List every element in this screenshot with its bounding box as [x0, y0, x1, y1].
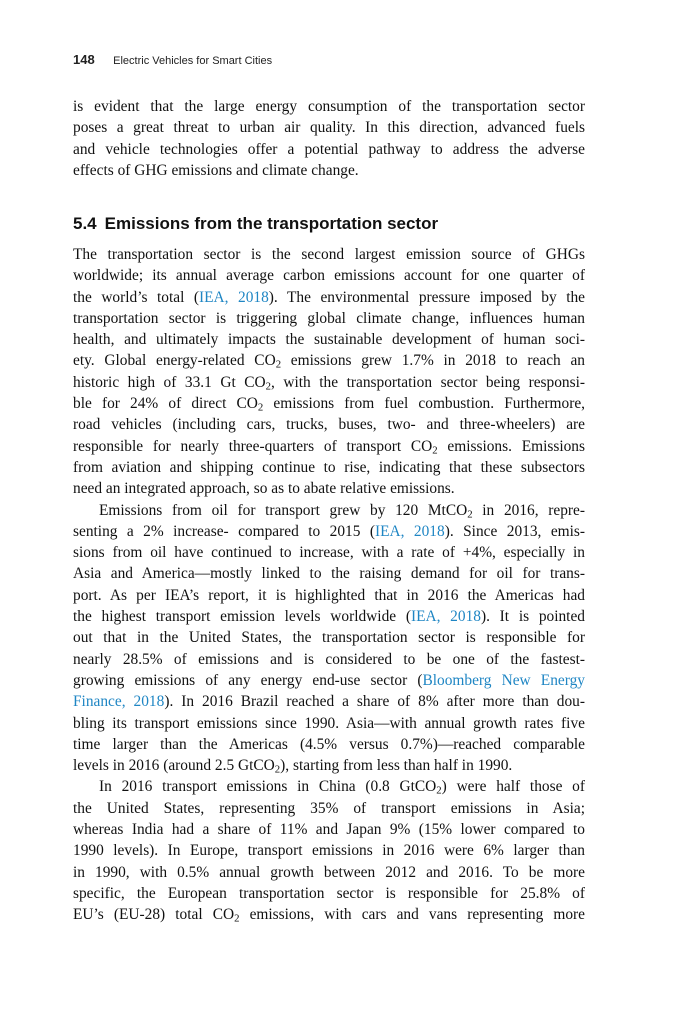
text-line [73, 904, 585, 925]
text-line [73, 819, 585, 840]
text-run: growing emissions of any energy end-use sector ( [73, 671, 423, 689]
text-run: emissions from fuel combustion. Furthermore, [263, 395, 586, 413]
text-line [73, 542, 585, 563]
text-line [73, 862, 585, 883]
subscript: 2 [467, 508, 473, 521]
text-run: the United States, representing 35% of transport emissions in Asia; [73, 799, 585, 817]
citation-link[interactable]: IEA, 2018 [374, 522, 445, 540]
text-run: 1990 levels). In Europe, transport emissions in 2016 were 6% larger than [73, 842, 585, 860]
text-run: ) were half those of [441, 778, 586, 796]
text-run: historic high of 33.1 Gt CO [73, 373, 266, 391]
text-run: port. As per IEA’s report, it is highlighted that in 2016 the Americas had [73, 586, 585, 604]
text-run: Asia and America—mostly linked to the raising demand for oil for trans- [73, 565, 585, 583]
text-line [73, 713, 585, 734]
text-line [73, 606, 585, 627]
running-title: Electric Vehicles for Smart Cities [113, 55, 273, 67]
page-number: 148 [73, 52, 95, 67]
text-run: responsible for nearly three-quarters of transport CO [73, 437, 433, 455]
text-line [73, 521, 585, 542]
text-run: In 2016 transport emissions in China (0.8 GtCO [99, 778, 437, 796]
text-line: and vehicle technologies offer a potential pathway to address the adverse [73, 140, 585, 158]
subscript: 2 [436, 785, 442, 798]
text-line [73, 883, 585, 904]
text-run: the world’s total ( [73, 288, 199, 306]
text-run: road vehicles (including cars, trucks, buses, two- and three-wheelers) are [73, 416, 585, 434]
running-head [73, 51, 272, 69]
text-run: ). In 2016 Brazil reached a share of 8% after more than dou- [164, 693, 585, 711]
text-line [73, 436, 585, 457]
text-line [73, 393, 585, 414]
text-run: time larger than the Americas (4.5% versus 0.7%)—reached comparable [73, 735, 585, 753]
text-run: senting a 2% increase- compared to 2015 ( [73, 522, 375, 540]
text-line [73, 840, 585, 861]
section-number: 5.4 [73, 214, 97, 233]
citation-link[interactable]: Bloomberg New Energy [422, 671, 585, 689]
text-run: levels in 2016 (around 2.5 GtCO [73, 757, 275, 775]
text-run: ety. Global energy-related CO [73, 352, 276, 370]
text-line [73, 691, 585, 712]
text-line [73, 265, 585, 286]
text-line [73, 414, 585, 435]
text-run: nearly 28.5% of emissions and is considered to be one of the fastest- [73, 650, 585, 668]
text-line [73, 755, 585, 776]
text-run: in 2016, repre- [472, 501, 585, 519]
text-line: effects of GHG emissions and climate change. [73, 161, 359, 179]
subscript: 2 [274, 763, 281, 776]
text-line [73, 372, 585, 393]
text-run: ). Since 2013, emis- [444, 522, 586, 540]
text-run: health, and ultimately impacts the sustainable development of human soci- [73, 331, 585, 349]
text-run: EU’s (EU-28) total CO [73, 906, 235, 924]
text-line [73, 287, 585, 308]
text-run: emissions. Emissions [437, 437, 585, 455]
text-line [73, 585, 585, 606]
text-line [73, 563, 585, 584]
text-run: worldwide; its annual average carbon emissions account for one quarter of [73, 267, 585, 285]
section-heading [73, 214, 438, 234]
subscript: 2 [265, 380, 272, 393]
text-run: ). It is pointed [480, 608, 585, 626]
text-line: poses a great threat to urban air quality. In this direction, advanced fuels [73, 119, 585, 137]
citation-link[interactable]: IEA, 2018 [410, 608, 481, 626]
text-run: need an integrated approach, so as to abate relative emissions. [73, 480, 455, 498]
text-run: the highest transport emission levels worldwide ( [73, 608, 411, 626]
text-line [73, 457, 585, 478]
subscript: 2 [234, 912, 240, 925]
text-line [73, 627, 585, 648]
text-run: bling its transport emissions since 1990. Asia—with annual growth rates five [73, 714, 585, 732]
text-run: whereas India had a share of 11% and Japan 9% (15% lower compared to [73, 821, 585, 839]
text-line [73, 798, 585, 819]
text-line [73, 244, 585, 265]
text-line [73, 478, 585, 499]
text-run: specific, the European transportation sector is responsible for 25.8% of [73, 884, 585, 902]
text-line [73, 500, 585, 521]
text-run: ble for 24% of direct CO [73, 395, 258, 413]
subscript: 2 [432, 444, 438, 457]
text-line [73, 329, 585, 350]
text-run: ). The environmental pressure imposed by the [268, 288, 586, 306]
subscript: 2 [275, 359, 282, 372]
subscript: 2 [257, 401, 264, 414]
text-line [73, 670, 585, 691]
section-title: Emissions from the transportation sector [104, 214, 439, 233]
text-line [73, 350, 585, 371]
text-line [73, 734, 585, 755]
citation-link[interactable]: IEA, 2018 [199, 288, 269, 306]
citation-link[interactable]: Finance, 2018 [73, 693, 165, 711]
text-line [73, 776, 585, 797]
intro-paragraph [73, 96, 585, 181]
text-run: The transportation sector is the second largest emission source of GHGs [73, 246, 585, 263]
text-run: transportation sector is triggering global climate change, influences human [73, 309, 585, 327]
text-run: sions from oil have continued to increase, with a rate of +4%, especially in [73, 544, 585, 562]
text-run: in 1990, with 0.5% annual growth between 2012 and 2016. To be more [73, 863, 585, 881]
text-run: Emissions from oil for transport grew by 120 MtCO [99, 501, 468, 519]
text-run: from aviation and shipping continue to rise, indicating that these subsectors [73, 458, 585, 476]
text-run: , with the transportation sector being responsi- [271, 373, 585, 391]
text-run: out that in the United States, the transportation sector is responsible for [73, 629, 585, 647]
text-line [73, 308, 585, 329]
section-body [73, 244, 585, 926]
text-run: ), starting from less than half in 1990. [280, 757, 513, 775]
text-run: emissions, with cars and vans representing more [239, 906, 585, 924]
text-line: is evident that the large energy consumption of the transportation sector [73, 98, 585, 115]
text-line [73, 649, 585, 670]
text-run: emissions grew 1.7% in 2018 to reach an [281, 352, 585, 370]
